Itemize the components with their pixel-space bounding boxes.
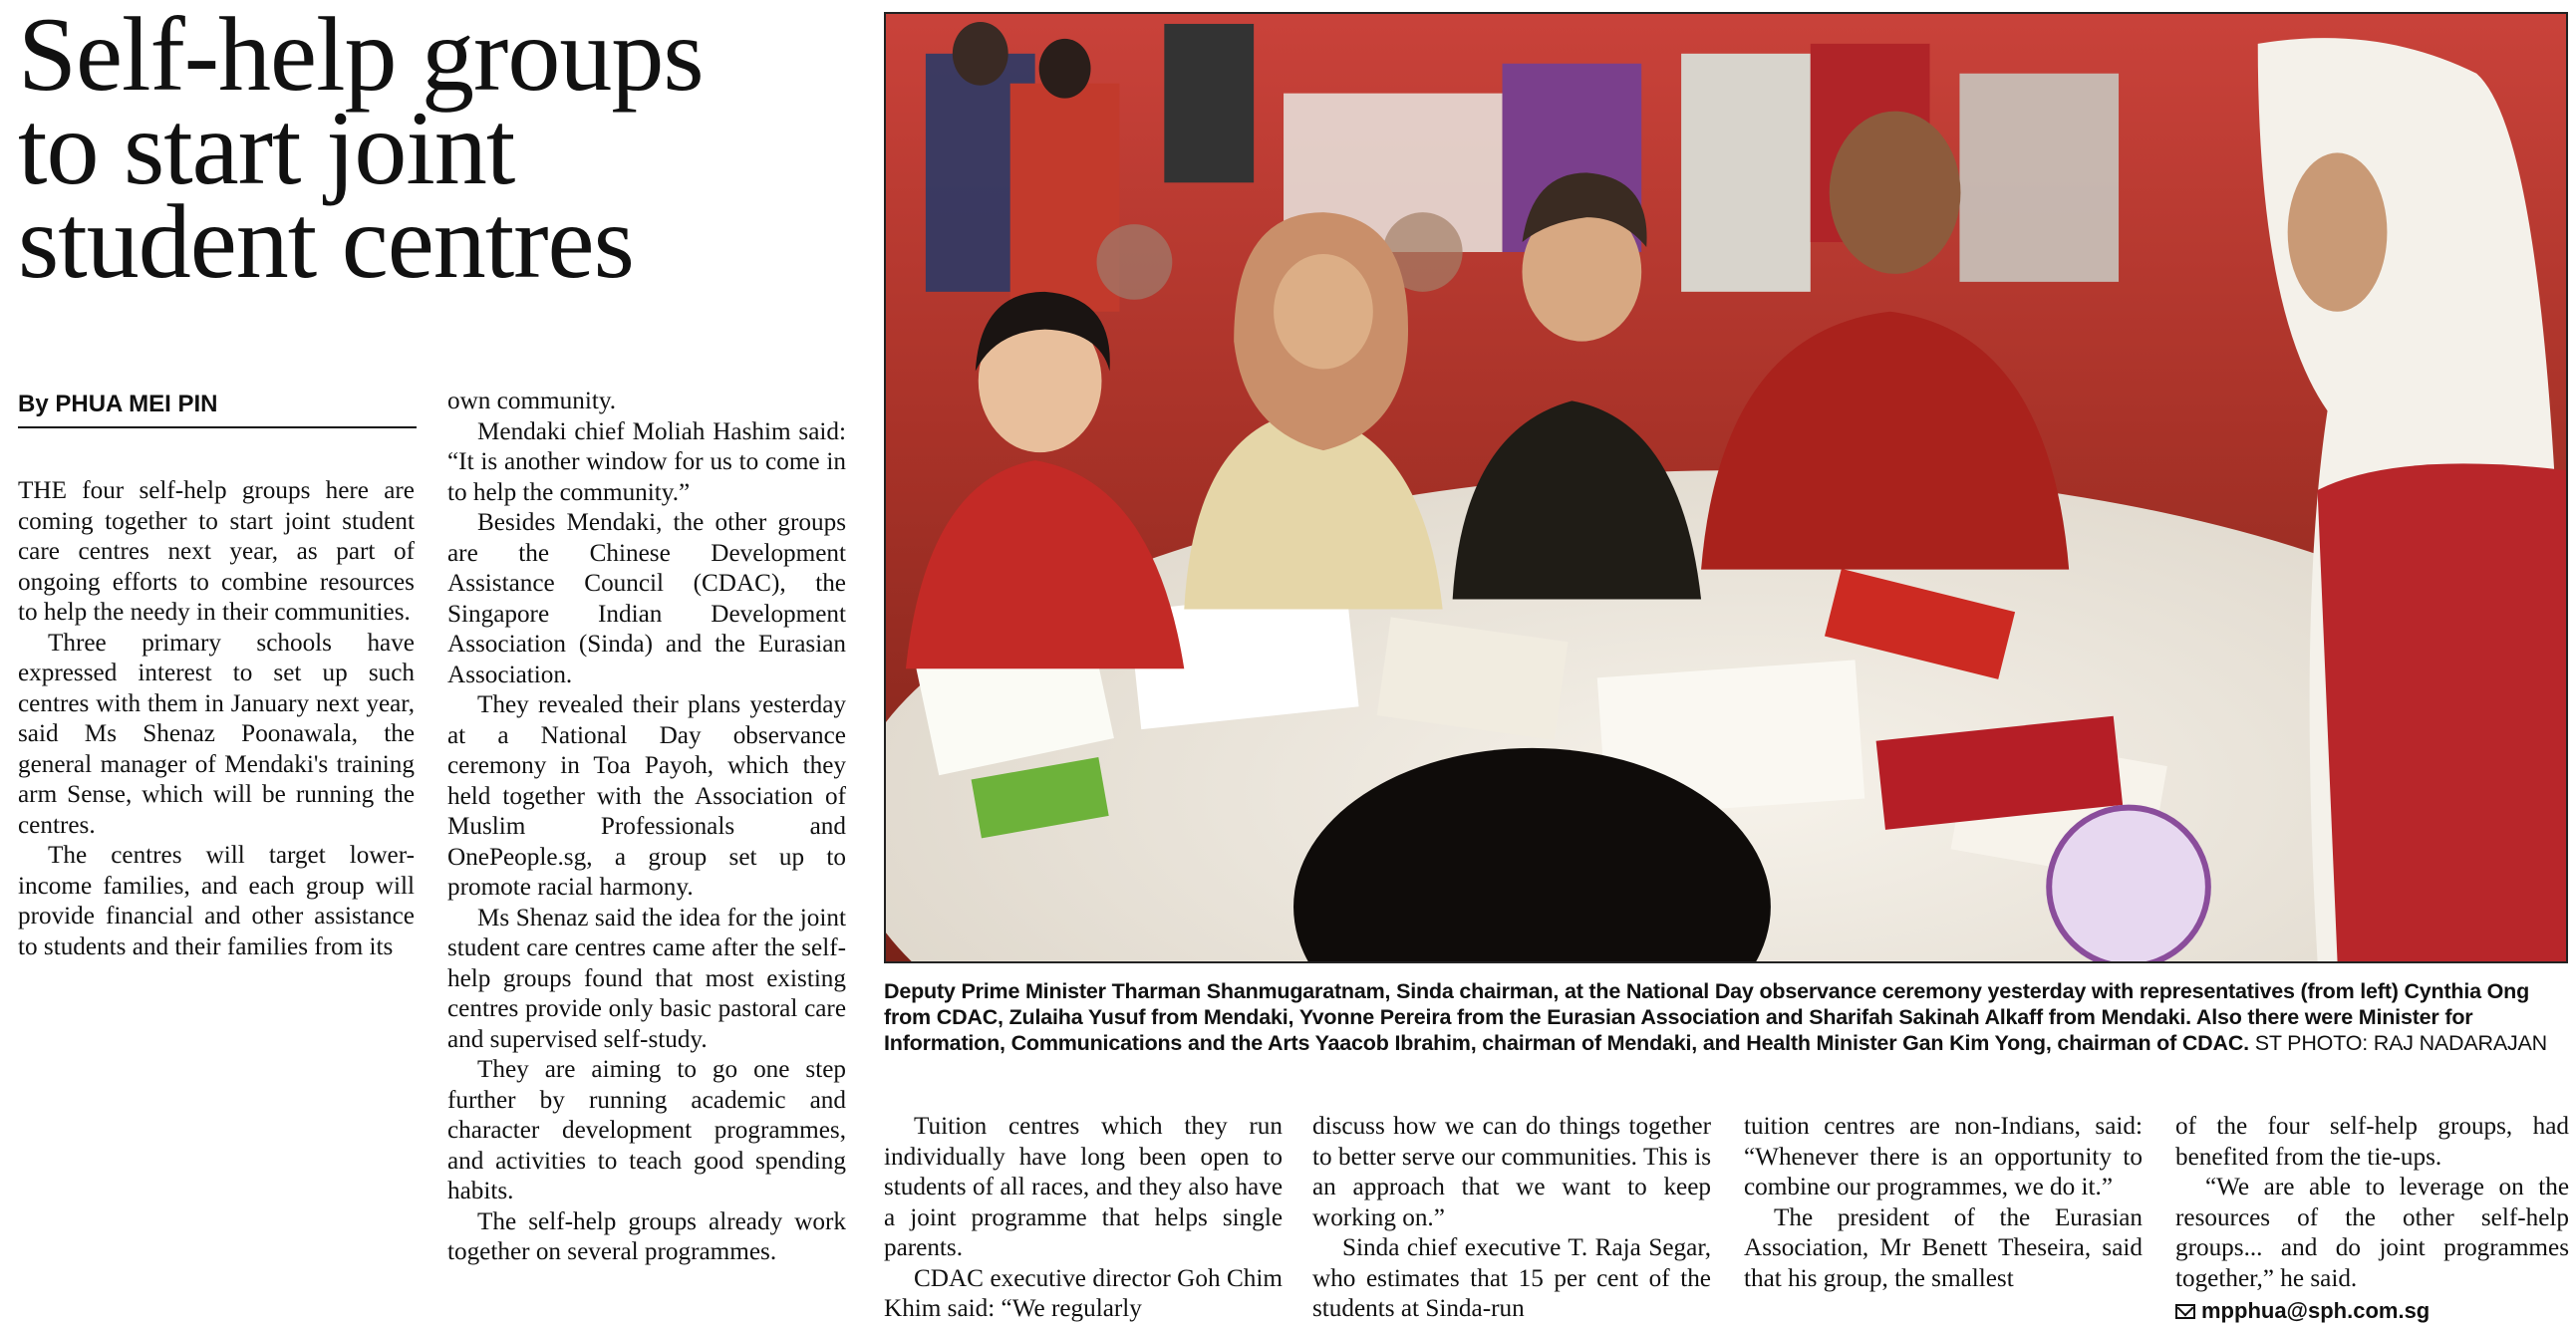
article-column-1	[18, 476, 415, 962]
paragraph: tuition centres are non-Indians, said: “Whenever there is an opportunity to combine our programmes, we do it.”	[1744, 1113, 2143, 1200]
headline-line: student centres	[18, 183, 634, 300]
paragraph: The self-help groups already work together on several programmes.	[447, 1207, 846, 1265]
byline: By PHUA MEI PIN	[18, 391, 218, 417]
paragraph: The president of the Eurasian Association, Mr Benett Theseira, said that his group, the smallest	[1744, 1203, 2143, 1292]
paragraph: own community.	[447, 388, 617, 414]
photo-caption	[884, 978, 2568, 1056]
paragraph: CDAC executive director Goh Chim Khim said: “We regularly	[884, 1264, 1283, 1322]
article-column-4	[1312, 1112, 1711, 1325]
paragraph: Three primary schools have expressed interest to set up such centres with them in January next year, said Ms Shenaz Poonawala, the general manager of Mendaki's training arm Sense, which will be running the centres.	[18, 629, 415, 839]
paragraph: Tuition centres which they run individually have long been open to students of all races, and they also have a joint programme that helps single parents.	[884, 1113, 1283, 1261]
paragraph: Ms Shenaz said the idea for the joint student care centres came after the self-help groups found that most existing centres provide only basic pastoral care and supervised self-study.	[447, 904, 846, 1053]
byline-divider	[18, 426, 417, 428]
author-email[interactable]	[2175, 1296, 2569, 1327]
paragraph: of the four self-help groups, had benefited from the tie-ups.	[2175, 1113, 2569, 1171]
photo-illustration	[886, 14, 2566, 961]
paragraph: They are aiming to go one step further by running academic and character development programmes, and activities to teach good spending habits.	[447, 1056, 846, 1204]
paragraph: The centres will target lower-income families, and each group will provide financial and other assistance to students and their families from its	[18, 842, 415, 960]
email-text: mpphua@sph.com.sg	[2201, 1298, 2431, 1323]
headline-line: to start joint	[18, 90, 515, 206]
paragraph: Besides Mendaki, the other groups are the Chinese Development Assistance Council (CDAC), the Singapore Indian Development Association (Sinda) and the Eurasian Association.	[447, 509, 846, 688]
envelope-icon	[2175, 1304, 2195, 1319]
article-column-5	[1744, 1112, 2143, 1294]
paragraph: discuss how we can do things together to better serve our communities. This is an approach that we want to keep working on.”	[1312, 1113, 1711, 1231]
headline	[18, 0, 855, 300]
paragraph: “We are able to leverage on the resources of the other self-help groups... and do joint programmes together,” he said.	[2175, 1174, 2569, 1292]
paragraph: Sinda chief executive T. Raja Segar, who estimates that 15 per cent of the students at Sinda-run	[1312, 1234, 1711, 1322]
paragraph: Mendaki chief Moliah Hashim said: “It is another window for us to come in to help the community.”	[447, 417, 846, 506]
caption-text: Deputy Prime Minister Tharman Shanmugaratnam, Sinda chairman, at the National Day observance ceremony yesterday with representatives (from left) Cynthia Ong from CDAC, Zulaiha Yusuf from Mendaki, Yvonne Pereira from the Eurasian Association and Sharifah Sakinah Alkaff from Mendaki. Also there were Minister for Information, Communications and the Arts Yaacob Ibrahim, chairman of Mendaki, and Health Minister Gan Kim Yong, chairman of CDAC.	[884, 979, 2530, 1055]
news-photo	[884, 12, 2568, 963]
article-column-3	[884, 1112, 1283, 1325]
paragraph: THE four self-help groups here are coming together to start joint student care centres next year, as part of ongoing efforts to combine resources to help the needy in their communities.	[18, 477, 415, 626]
article-column-6	[2175, 1112, 2569, 1327]
paragraph: They revealed their plans yesterday at a National Day observance ceremony in Toa Payoh, which they held together with the Association of Muslim Professionals and OnePeople.sg, a group set up to promote racial harmony.	[447, 691, 846, 901]
photo-credit: ST PHOTO: RAJ NADARAJAN	[2254, 1031, 2547, 1055]
headline-line: Self-help groups	[18, 0, 704, 113]
article-column-2	[447, 387, 846, 1268]
